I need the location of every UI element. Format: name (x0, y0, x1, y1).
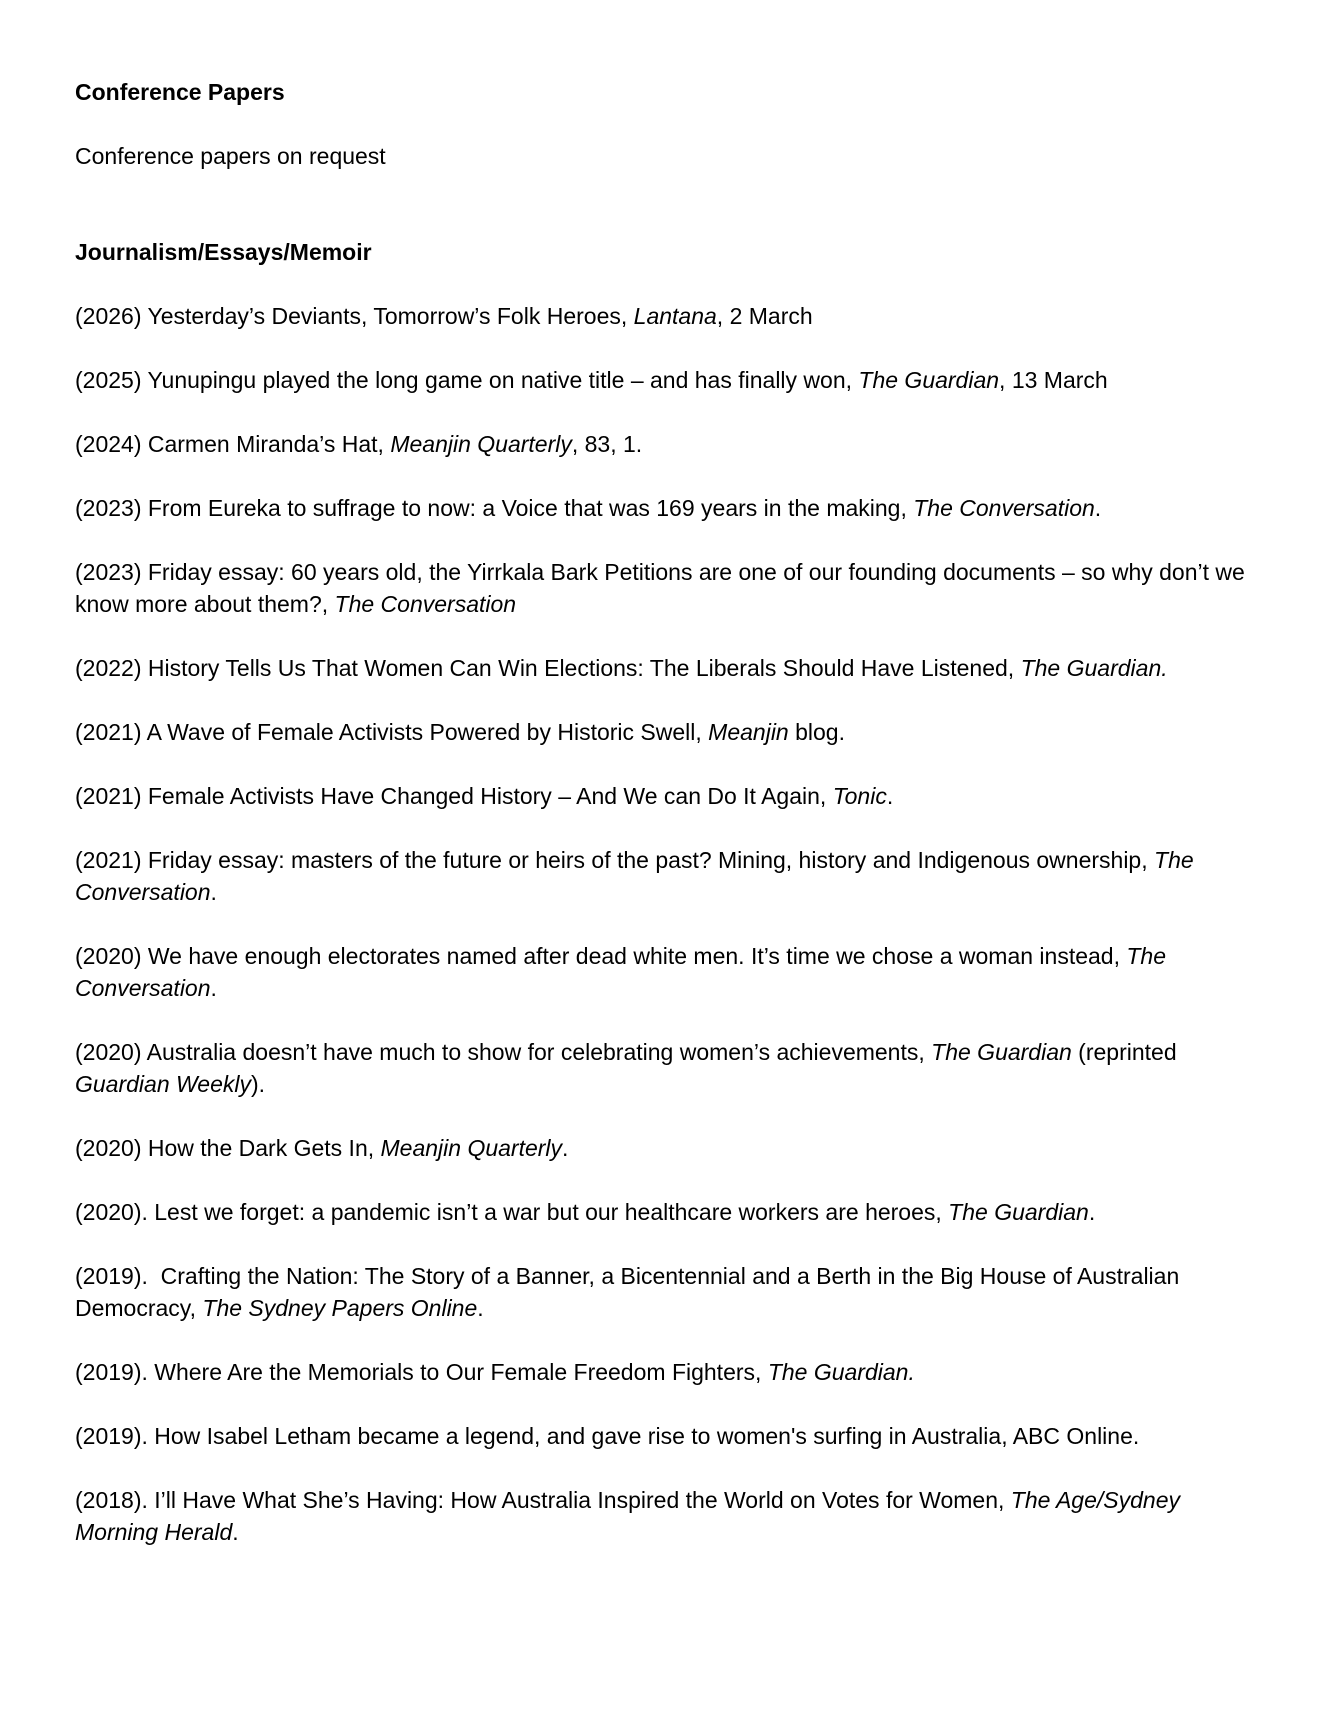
journalism-entry: (2026) Yesterday’s Deviants, Tomorrow’s Folk Heroes, Lantana, 2 March (75, 303, 813, 329)
journalism-entry: (2021) Female Activists Have Changed History – And We can Do It Again, Tonic. (75, 783, 894, 809)
journalism-entries-list (75, 300, 1255, 1548)
journalism-entry: (2021) A Wave of Female Activists Powered by Historic Swell, Meanjin blog. (75, 719, 845, 745)
journalism-entry: (2020) Australia doesn’t have much to show for celebrating women’s achievements, The Guardian (reprinted Guardian Weekly). (75, 1039, 1177, 1097)
journalism-entry: (2019). Where Are the Memorials to Our Female Freedom Fighters, The Guardian. (75, 1359, 915, 1385)
conference-papers-text: Conference papers on request (75, 143, 386, 169)
journalism-entry: (2022) History Tells Us That Women Can Win Elections: The Liberals Should Have Listened, The Guardian. (75, 655, 1168, 681)
document-content (75, 76, 1255, 1580)
journalism-entry: (2023) From Eureka to suffrage to now: a Voice that was 169 years in the making, The Conversation. (75, 495, 1102, 521)
journalism-entry: (2020). Lest we forget: a pandemic isn’t a war but our healthcare workers are heroes, The Guardian. (75, 1199, 1096, 1225)
journalism-entry: (2025) Yunupingu played the long game on native title – and has finally won, The Guardian, 13 March (75, 367, 1108, 393)
conference-papers-heading: Conference Papers (75, 79, 285, 105)
journalism-entry: (2024) Carmen Miranda’s Hat, Meanjin Quarterly, 83, 1. (75, 431, 643, 457)
journalism-entry: (2020) How the Dark Gets In, Meanjin Quarterly. (75, 1135, 569, 1161)
journalism-entry: (2021) Friday essay: masters of the future or heirs of the past? Mining, history and Indigenous ownership, The Conversation. (75, 847, 1194, 905)
journalism-entry: (2019). How Isabel Letham became a legend, and gave rise to women's surfing in Australia, ABC Online. (75, 1423, 1140, 1449)
journalism-heading: Journalism/Essays/Memoir (75, 239, 372, 265)
journalism-entry: (2018). I’ll Have What She’s Having: How Australia Inspired the World on Votes for Women, The Age/Sydney Morning Herald. (75, 1487, 1180, 1545)
journalism-entry: (2023) Friday essay: 60 years old, the Yirrkala Bark Petitions are one of our founding documents – so why don’t we know more about them?, The Conversation (75, 559, 1245, 617)
journalism-entry: (2019). Crafting the Nation: The Story of a Banner, a Bicentennial and a Berth in the Big House of Australian Democracy, The Sydney Papers Online. (75, 1263, 1186, 1321)
journalism-entry: (2020) We have enough electorates named after dead white men. It’s time we chose a woman instead, The Conversation. (75, 943, 1167, 1001)
